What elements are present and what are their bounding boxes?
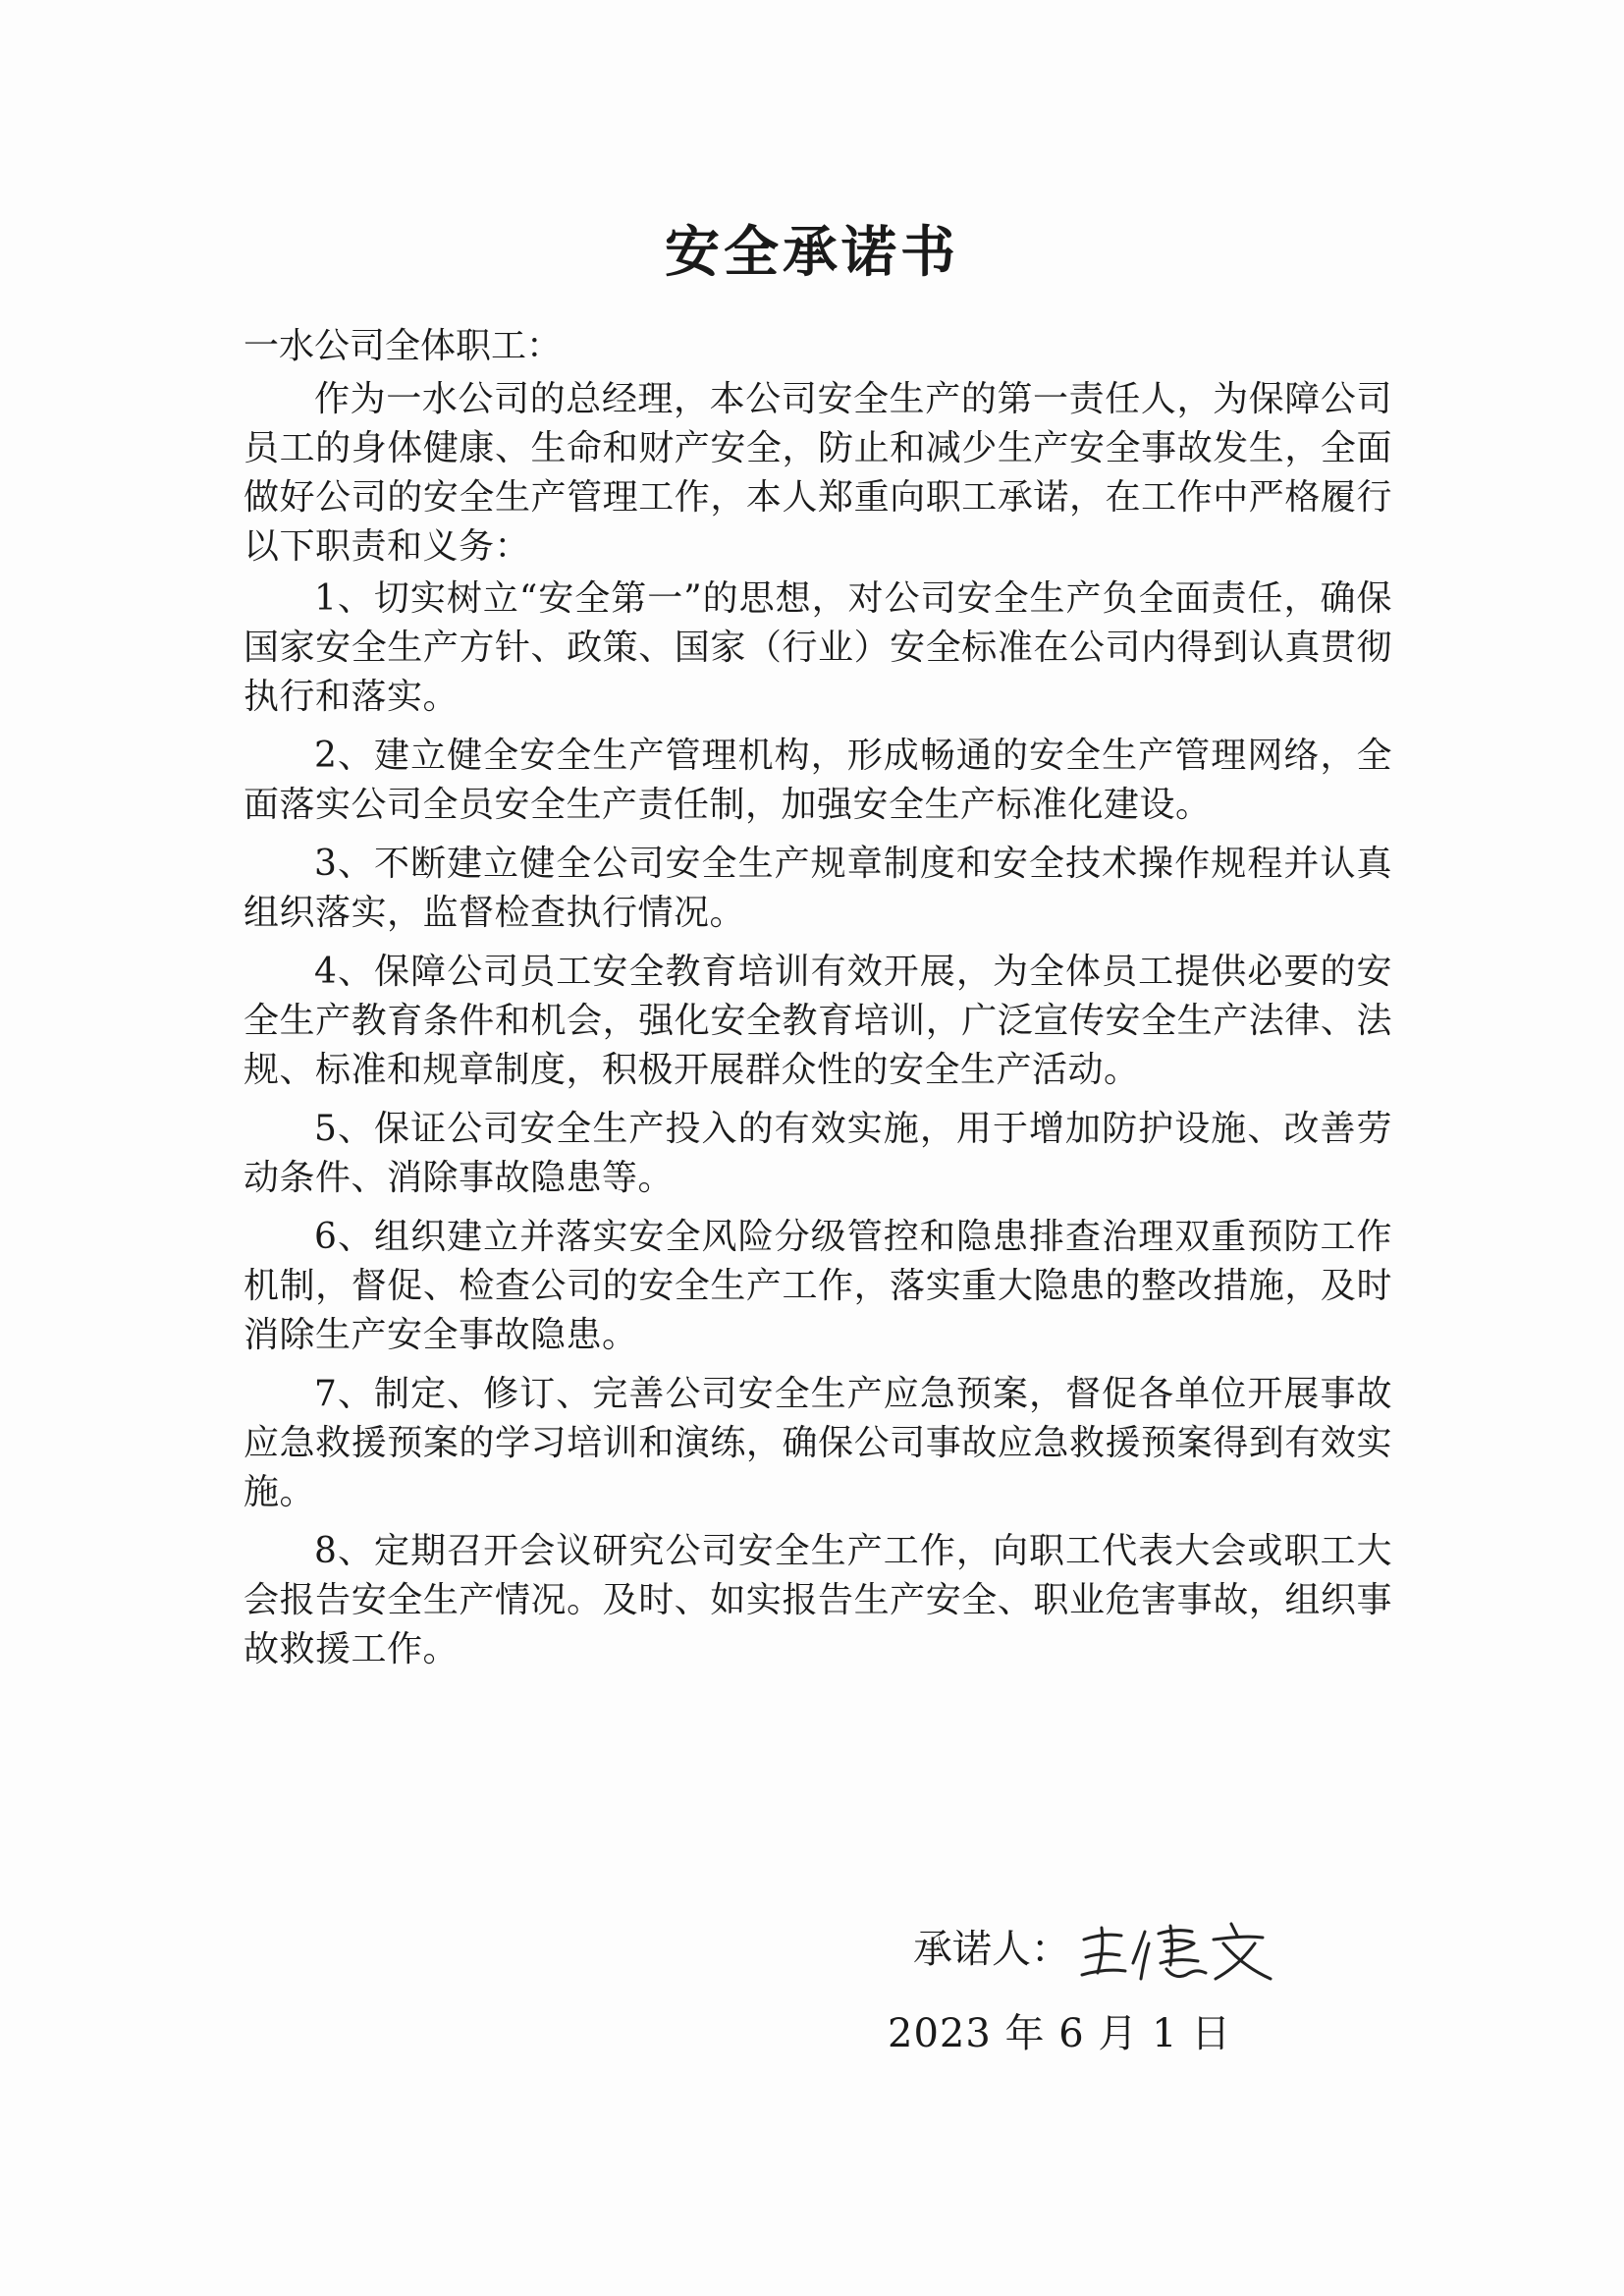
- commitment-item-5: 5、保证公司安全生产投入的有效实施，用于增加防护设施、改善劳动条件、消除事故隐患等。: [244, 1109, 1392, 1198]
- salutation: 一水公司全体职工：: [244, 326, 563, 366]
- commitment-item-1: 1、切实树立“安全第一”的思想，对公司安全生产负全面责任，确保国家安全生产方针、政策、国家（行业）安全标准在公司内得到认真贯彻执行和落实。: [244, 578, 1392, 717]
- document-body: [244, 322, 1392, 1684]
- handwritten-signature: [1076, 1910, 1292, 1989]
- signature-block: [888, 1910, 1365, 2063]
- signature-label: 承诺人：: [913, 1927, 1070, 1972]
- signature-row: [913, 1910, 1365, 1989]
- commitment-item-6: 6、组织建立并落实安全风险分级管控和隐患排查治理双重预防工作机制，督促、检查公司的安全生产工作，落实重大隐患的整改措施，及时消除生产安全事故隐患。: [244, 1217, 1392, 1355]
- commitment-item-3: 3、不断建立健全公司安全生产规章制度和安全技术操作规程并认真组织落实，监督检查执行情况。: [244, 844, 1392, 933]
- commitment-item-4: 4、保障公司员工安全教育培训有效开展，为全体员工提供必要的安全生产教育条件和机会，强化安全教育培训，广泛宣传安全生产法律、法规、标准和规章制度，积极开展群众性的安全生产活动。: [244, 952, 1392, 1090]
- commitment-item-8: 8、定期召开会议研究公司安全生产工作，向职工代表大会或职工大会报告安全生产情况。及时、如实报告生产安全、职业危害事故，组织事故救援工作。: [244, 1531, 1392, 1669]
- intro-paragraph: 作为一水公司的总经理，本公司安全生产的第一责任人，为保障公司员工的身体健康、生命和财产安全，防止和减少生产安全事故发生，全面做好公司的安全生产管理工作，本人郑重向职工承诺，在工作中严格履行以下职责和义务：: [244, 379, 1392, 567]
- commitment-item-7: 7、制定、修订、完善公司安全生产应急预案，督促各单位开展事故应急救援预案的学习培训和演练，确保公司事故应急救援预案得到有效实施。: [244, 1374, 1392, 1512]
- commitment-item-2: 2、建立健全安全生产管理机构，形成畅通的安全生产管理网络，全面落实公司全员安全生产责任制，加强安全生产标准化建设。: [244, 736, 1392, 825]
- document-title: 安全承诺书: [665, 221, 959, 285]
- document-date: 2023 年 6 月 1 日: [888, 2011, 1232, 2056]
